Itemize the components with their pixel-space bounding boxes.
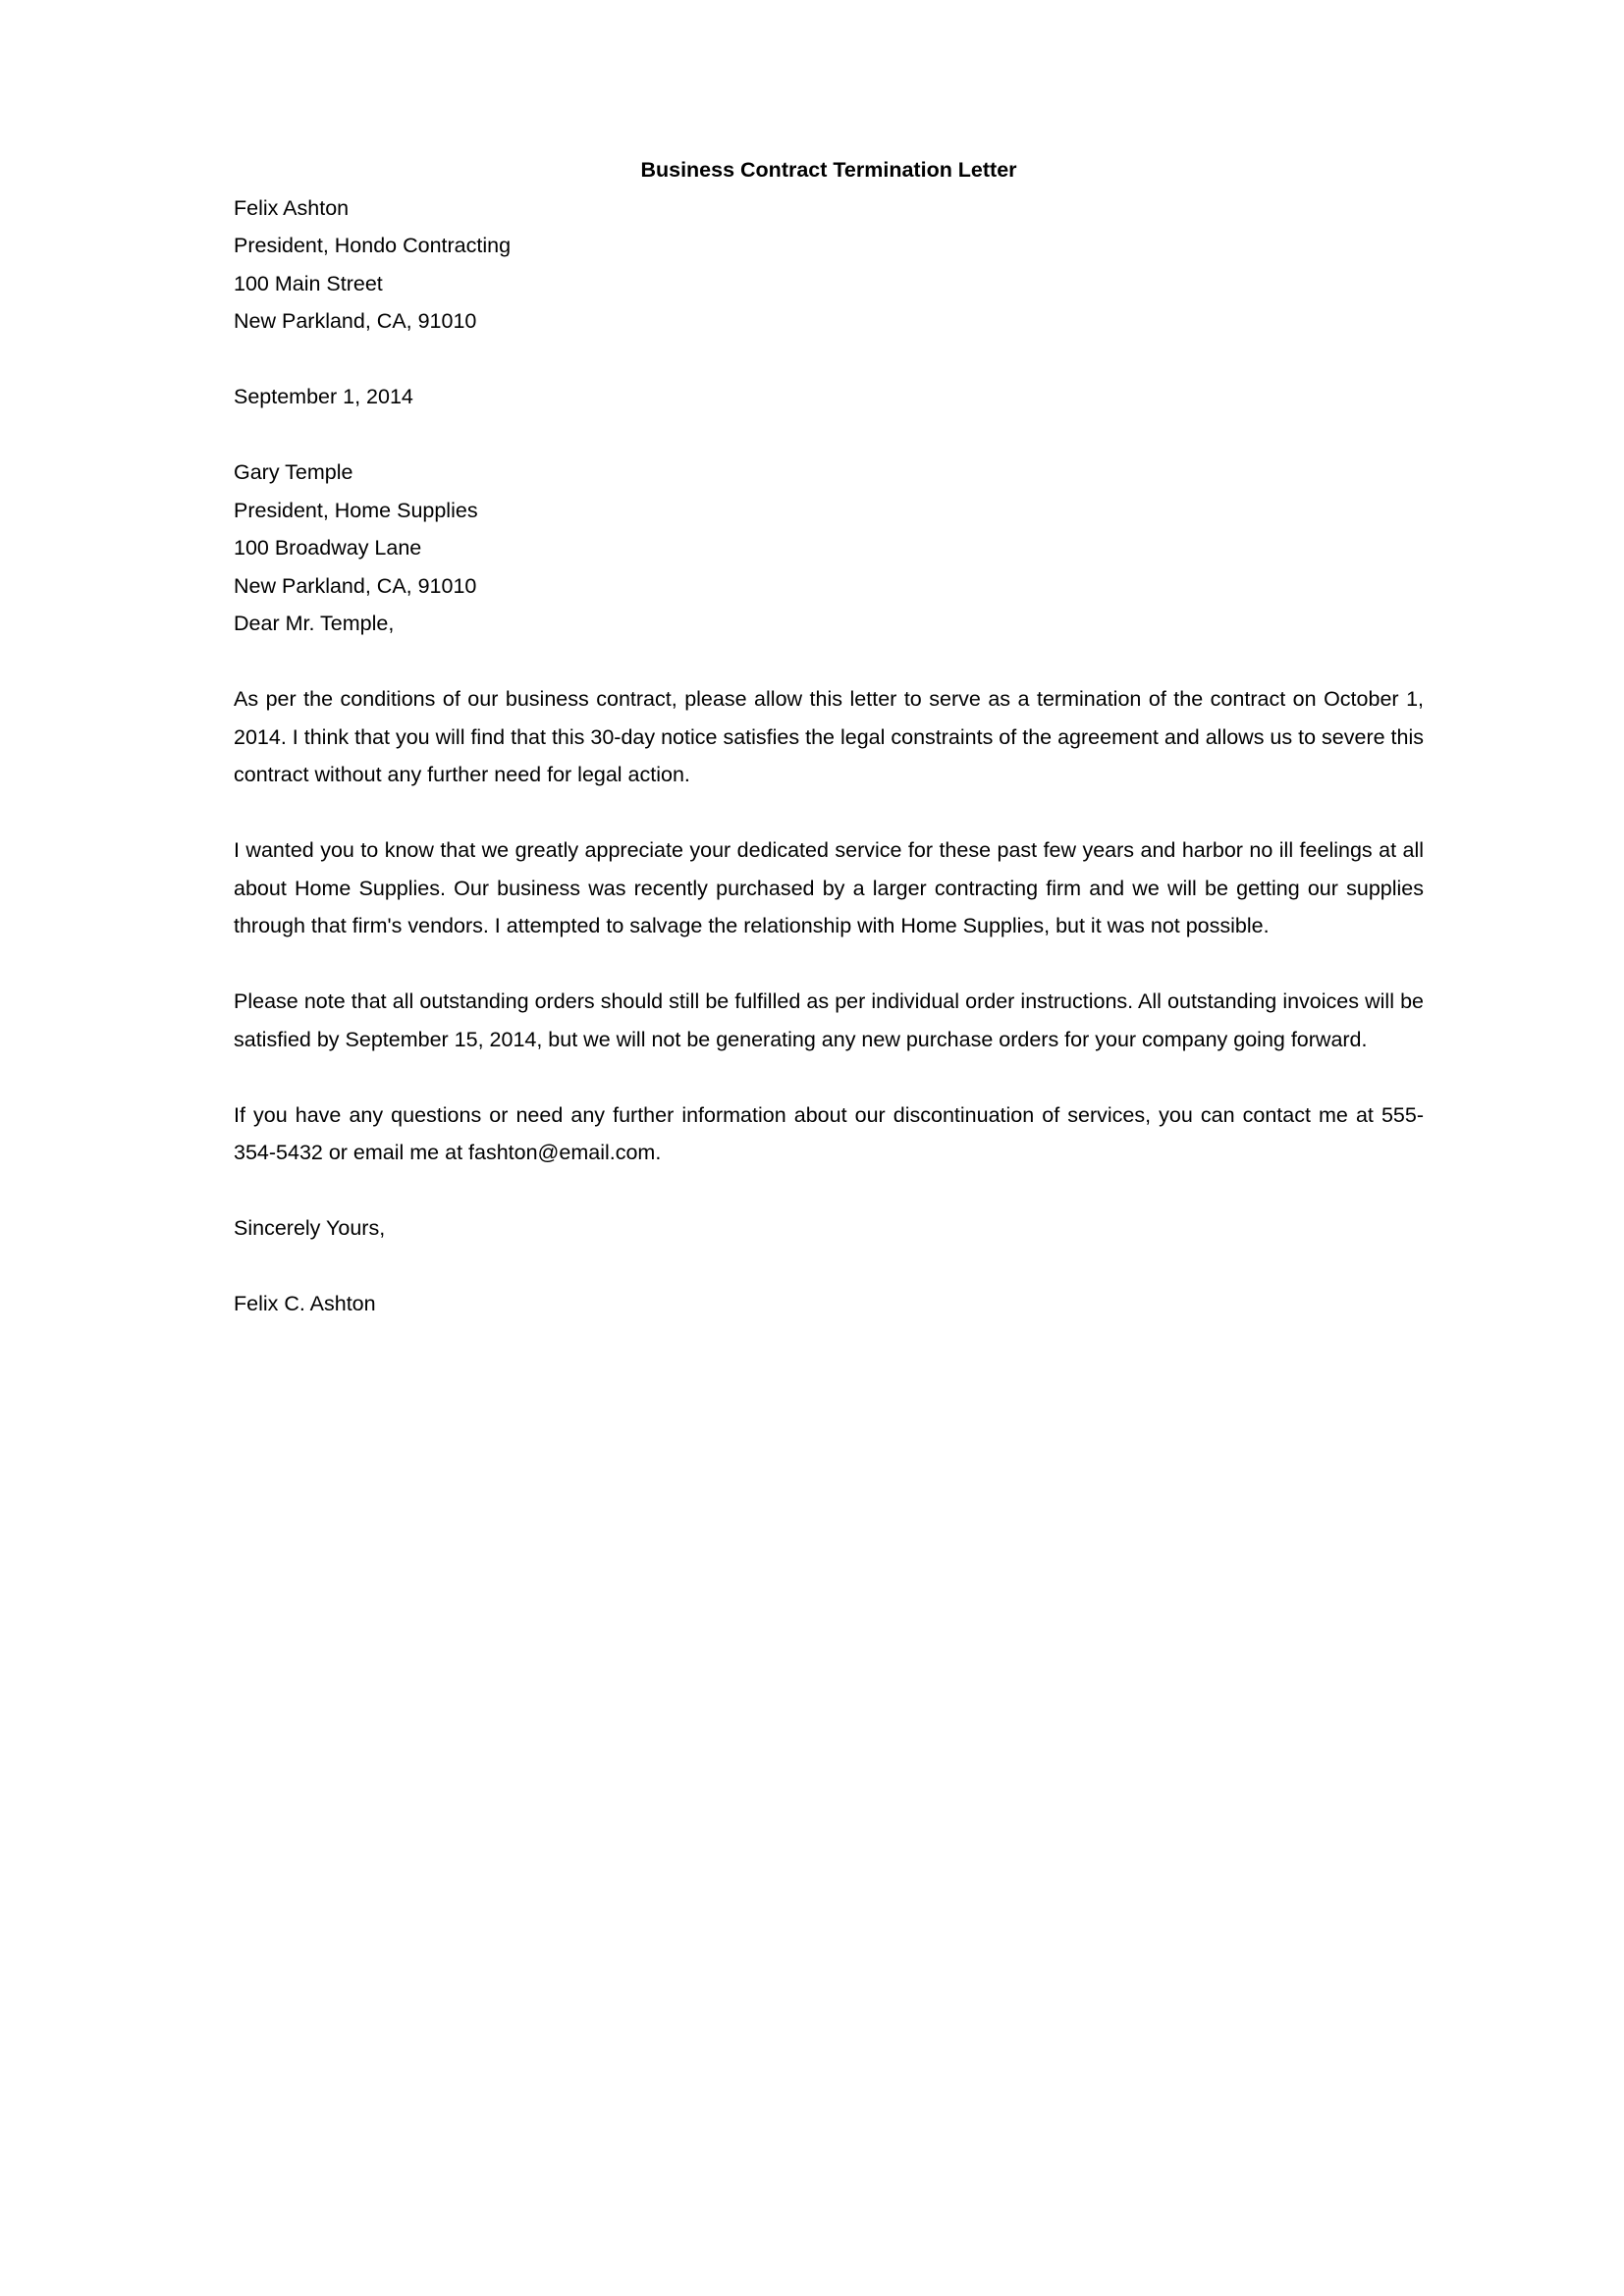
sender-block (234, 189, 1424, 341)
spacer (234, 1248, 1424, 1286)
signature: Felix C. Ashton (234, 1292, 376, 1315)
closing: Sincerely Yours, (234, 1216, 386, 1240)
body-paragraph: If you have any questions or need any further information about our discontinuation of services, you can contact me at 555-354-5432 or email me at fashton@email.com. (234, 1102, 1424, 1164)
sender-city: New Parkland, CA, 91010 (234, 309, 477, 333)
recipient-name: Gary Temple (234, 460, 353, 484)
document-title: Business Contract Termination Letter (640, 158, 1017, 182)
spacer (234, 643, 1424, 681)
spacer (234, 1058, 1424, 1096)
body-paragraph: Please note that all outstanding orders should still be fulfilled as per individual order instructions. All outstanding invoices will be satisfied by September 15, 2014, but we will not be generating any new purchase orders for your company going forward. (234, 989, 1424, 1051)
recipient-position: President, Home Supplies (234, 498, 478, 522)
sender-street: 100 Main Street (234, 271, 383, 295)
salutation: Dear Mr. Temple, (234, 612, 395, 635)
recipient-block (234, 454, 1424, 605)
spacer (234, 341, 1424, 379)
body-paragraph: I wanted you to know that we greatly appreciate your dedicated service for these past few years and harbor no ill feelings at all about Home Supplies. Our business was recently purchased by a larger contracting firm and we will be getting our supplies through that firm's vendors. I attempted to salvage the relationship with Home Supplies, but it was not possible. (234, 838, 1424, 937)
body-paragraph: As per the conditions of our business contract, please allow this letter to serve as a termination of the contract on October 1, 2014. I think that you will find that this 30-day notice satisfies the legal constraints of the agreement and allows us to severe this contract without any further need for legal action. (234, 687, 1424, 786)
recipient-city: New Parkland, CA, 91010 (234, 573, 477, 598)
sender-position: President, Hondo Contracting (234, 234, 512, 257)
spacer (234, 794, 1424, 832)
letter-date: September 1, 2014 (234, 385, 413, 408)
spacer (234, 416, 1424, 454)
spacer (234, 1172, 1424, 1210)
spacer (234, 945, 1424, 984)
recipient-street: 100 Broadway Lane (234, 536, 422, 560)
sender-name: Felix Ashton (234, 195, 350, 220)
letter-body (234, 151, 1424, 1323)
